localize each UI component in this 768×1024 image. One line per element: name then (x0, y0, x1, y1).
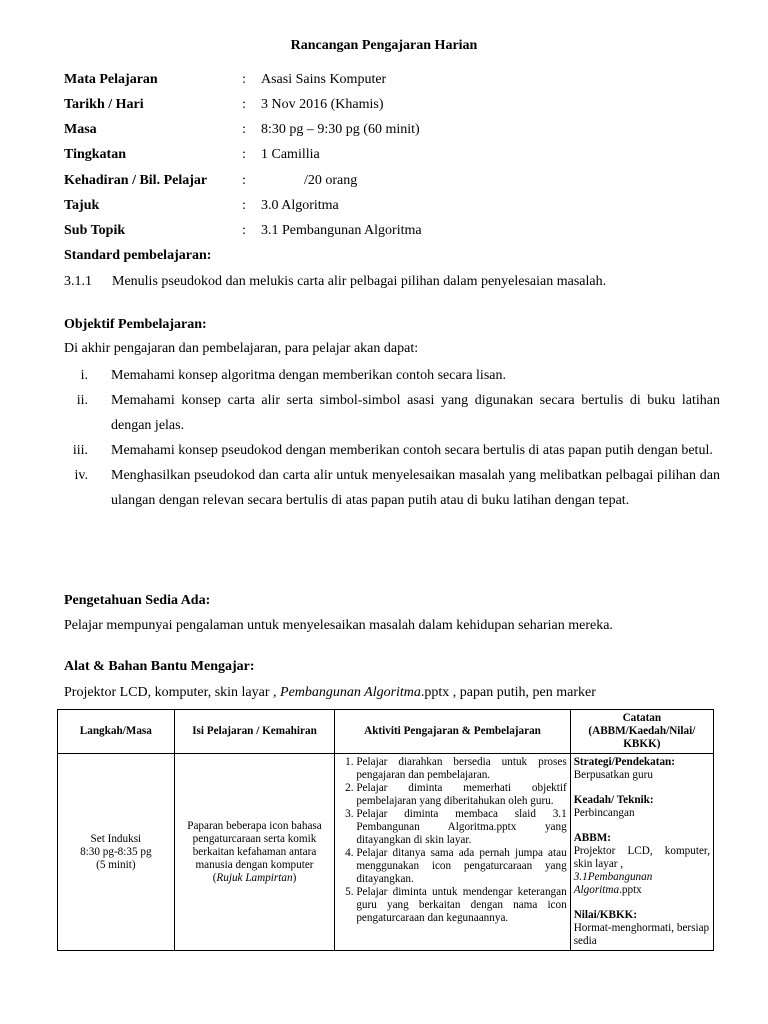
column-header-activities: Aktiviti Pengajaran & Pembelajaran (335, 710, 570, 754)
info-value: Asasi Sains Komputer (261, 72, 387, 87)
objective-text: Memahami konsep algoritma dengan memberikan contoh secara lisan. (111, 368, 506, 383)
info-label: Tingkatan (64, 147, 126, 162)
content-text: Paparan beberapa icon bahasa pengaturcaraan serta komik berkaitan kefahaman antara manusia dengan komputer (187, 819, 322, 871)
activities-list (338, 756, 566, 925)
notes-strategy-value: Berpusatkan guru (573, 769, 653, 781)
info-colon: : (242, 173, 246, 188)
activity-item: 4. Pelajar ditanya sama ada pernah jumpa atau menggunakan icon pengaturcaraan yang ditayangkan. (356, 847, 566, 886)
info-label: Mata Pelajaran (64, 72, 158, 87)
info-colon: : (242, 122, 246, 137)
standard-text: Menulis pseudokod dan melukis carta alir pelbagai pilihan dalam penyelesaian masalah. (112, 274, 607, 289)
materials-text-end: .pptx , papan putih, pen marker (420, 685, 596, 700)
step-name: Set Induksi (90, 832, 142, 845)
lesson-table (57, 709, 714, 951)
info-label: Sub Topik (64, 223, 126, 238)
info-colon: : (242, 97, 246, 112)
objective-item (64, 388, 720, 438)
table-row (58, 754, 714, 951)
notes-values-label: Nilai/KBKK: (573, 909, 638, 921)
step-duration: (5 minit) (96, 858, 136, 871)
objective-item (64, 438, 720, 463)
info-label: Tajuk (64, 198, 100, 213)
objective-number: iv. (74, 468, 88, 483)
objective-text: Menghasilkan pseudokod dan carta alir untuk menyelesaikan masalah yang melibatkan pelbagai pilihan dan ulangan dengan relevan secara bertulis di atas papan putih atau di buku latihan dengan tepat. (111, 468, 720, 508)
notes-abbm-value: Projektor LCD, komputer, skin layar , (573, 845, 710, 870)
objective-text: Memahami konsep pseudokod dengan memberikan contoh secara bertulis di atas papan putih dengan betul. (111, 443, 713, 458)
objective-text: Memahami konsep carta alir serta simbol-simbol asasi yang digunakan secara bertulis di buku latihan dengan jelas. (111, 393, 720, 433)
materials-text-start: Projektor LCD, komputer, skin layar , (64, 685, 281, 700)
notes-technique-label: Keadah/ Teknik: (573, 794, 654, 806)
objective-item (64, 463, 720, 513)
objective-intro: Di akhir pengajaran dan pembelajaran, para pelajar akan dapat: (64, 341, 419, 356)
info-colon: : (242, 72, 246, 87)
notes-values (574, 909, 710, 948)
info-label: Tarikh / Hari (64, 97, 144, 112)
info-label: Masa (64, 122, 97, 137)
table-header-row (58, 710, 714, 754)
activities-cell (335, 754, 570, 951)
notes-abbm-file-name: 3.1Pembangunan Algoritma (573, 871, 653, 896)
document-title: Rancangan Pengajaran Harian (290, 38, 478, 53)
step-cell (58, 754, 175, 951)
info-colon: : (242, 198, 246, 213)
notes-values-value: Hormat-menghormati, bersiap sedia (573, 922, 710, 947)
objective-number: i. (80, 368, 88, 383)
info-label: Kehadiran / Bil. Pelajar (64, 173, 208, 188)
materials-heading: Alat & Bahan Bantu Mengajar: (64, 659, 255, 674)
standard-code: 3.1.1 (64, 274, 92, 289)
notes-abbm (574, 832, 710, 897)
notes-strategy (574, 756, 710, 782)
activity-item: 5. Pelajar diminta untuk mendengar keterangan guru yang berkaitan dengan nama icon pengaturcaraan dan kegunaannya. (356, 886, 566, 925)
column-header-content: Isi Pelajaran / Kemahiran (174, 710, 335, 754)
prior-knowledge-text: Pelajar mempunyai pengalaman untuk menyelesaikan masalah dalam kehidupan seharian mereka. (64, 618, 613, 633)
notes-technique (574, 794, 710, 820)
notes-abbm-label: ABBM: (573, 832, 611, 844)
info-value: /20 orang (304, 173, 358, 188)
materials-text (64, 683, 596, 703)
objective-number: ii. (76, 393, 88, 408)
info-colon: : (242, 223, 246, 238)
info-value: 3 Nov 2016 (Khamis) (261, 97, 384, 112)
notes-abbm-file (574, 871, 710, 897)
prior-knowledge-heading: Pengetahuan Sedia Ada: (64, 593, 211, 608)
notes-strategy-label: Strategi/Pendekatan: (573, 756, 676, 768)
objective-number: iii. (72, 443, 88, 458)
info-value: 3.0 Algoritma (261, 198, 339, 213)
content-cell (174, 754, 335, 951)
notes-cell (570, 754, 713, 951)
standard-heading: Standard pembelajaran: (64, 248, 212, 263)
content-reference: (Rujuk Lampirtan) (212, 871, 297, 884)
info-colon: : (242, 147, 246, 162)
column-header-notes: Catatan (ABBM/Kaedah/Nilai/ KBKK) (570, 710, 713, 754)
activity-item: 1. Pelajar diarahkan bersedia untuk proses pengajaran dan pembelajaran. (356, 756, 566, 782)
objective-item (64, 363, 720, 388)
info-value: 8:30 pg – 9:30 pg (60 minit) (261, 122, 420, 137)
info-value: 1 Camillia (261, 147, 320, 162)
objective-list (64, 363, 720, 513)
objective-heading: Objektif Pembelajaran: (64, 317, 207, 332)
notes-technique-value: Perbincangan (573, 807, 635, 819)
info-value: 3.1 Pembangunan Algoritma (261, 223, 422, 238)
content-reference-text: Rujuk Lampirtan (216, 871, 293, 884)
notes-abbm-file-ext: .pptx (619, 884, 642, 896)
standard-item (64, 272, 720, 292)
materials-file-name: Pembangunan Algoritma (280, 685, 421, 700)
activity-item: 3. Pelajar diminta membaca slaid 3.1 Pembangunan Algoritma.pptx yang ditayangkan di skin layar. (356, 808, 566, 847)
step-time: 8:30 pg-8:35 pg (80, 845, 152, 858)
column-header-step: Langkah/Masa (58, 710, 175, 754)
activity-item: 2. Pelajar diminta memerhati objektif pembelajaran yang diberitahukan oleh guru. (356, 782, 566, 808)
